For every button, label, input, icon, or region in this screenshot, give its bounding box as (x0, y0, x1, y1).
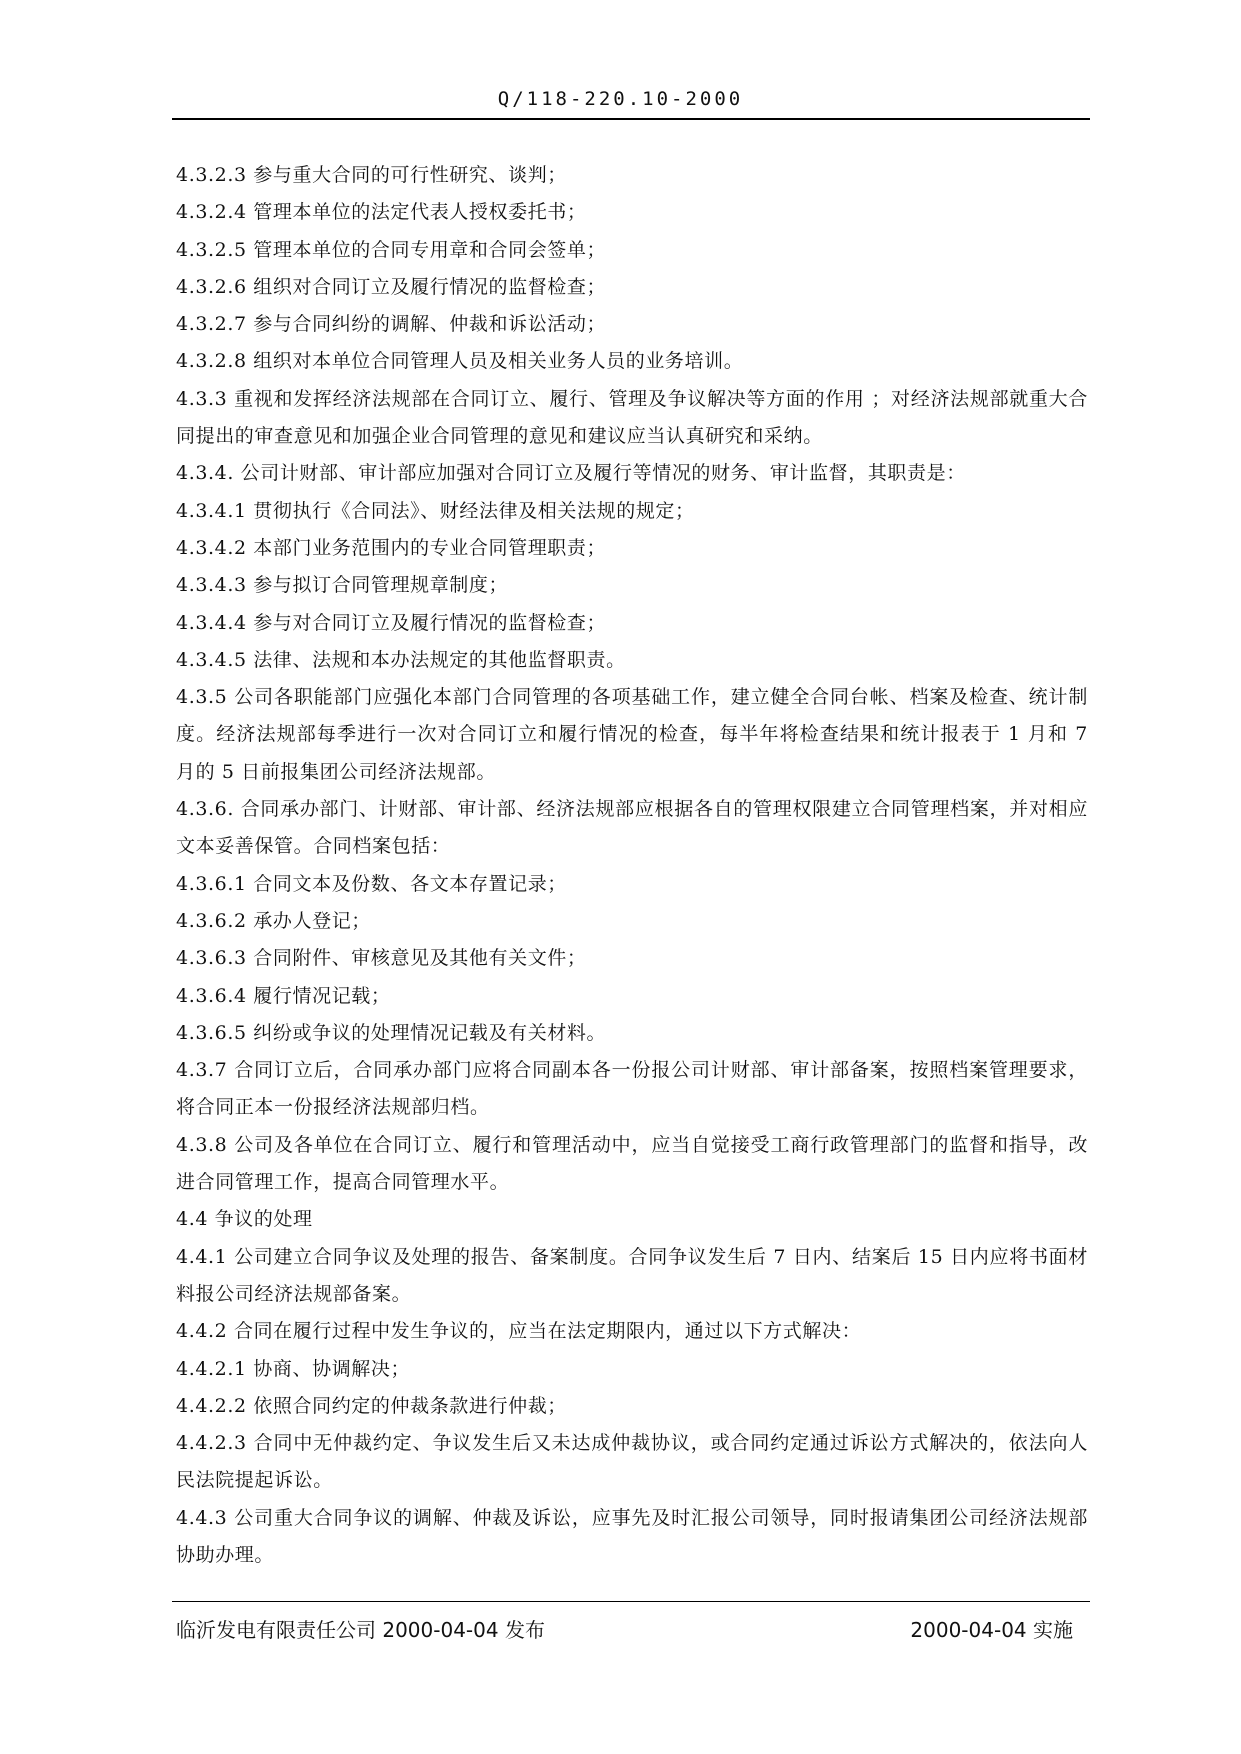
clause-4-4-2: 4.4.2 合同在履行过程中发生争议的，应当在法定期限内，通过以下方式解决： (176, 1320, 862, 1343)
clause-4-3-4: 4.3.4. 公司计财部、审计部应加强对合同订立及履行等情况的财务、审计监督，其职责是： (176, 462, 966, 485)
clause-4-3-4-5: 4.3.4.5 法律、法规和本办法规定的其他监督职责。 (176, 648, 626, 671)
document-code: Q/118-220.10-2000 (497, 88, 744, 110)
clause-4-3-6-1: 4.3.6.1 合同文本及份数、各文本存置记录； (176, 872, 567, 895)
clause-4-3-6-5: 4.3.6.5 纠纷或争议的处理情况记载及有关材料。 (176, 1021, 607, 1044)
clause-4-3-4-1: 4.3.4.1 贯彻执行《合同法》、财经法律及相关法规的规定； (176, 499, 695, 522)
clause-4-3-6-3: 4.3.6.3 合同附件、审核意见及其他有关文件； (176, 947, 587, 970)
clause-4-3-2-4: 4.3.2.4 管理本单位的法定代表人授权委托书； (176, 201, 587, 224)
section-heading-4-4: 4.4 争议的处理 (176, 1208, 313, 1231)
header-divider (172, 118, 1090, 120)
clause-4-3-2-8: 4.3.2.8 组织对本单位合同管理人员及相关业务人员的业务培训。 (176, 350, 744, 373)
clause-4-3-6: 4.3.6. 合同承办部门、计财部、审计部、经济法规部应根据各自的管理权限建立合同管理档案，并对相应文本妥善保管。合同档案包括： (176, 798, 1088, 858)
clause-4-3-8: 4.3.8 公司及各单位在合同订立、履行和管理活动中，应当自觉接受工商行政管理部门的监督和指导，改进合同管理工作，提高合同管理水平。 (176, 1133, 1088, 1194)
clause-4-3-2-6: 4.3.2.6 组织对合同订立及履行情况的监督检查； (176, 275, 607, 298)
footer-divider (172, 1601, 1090, 1602)
clause-4-4-2-2: 4.4.2.2 依照合同约定的仲裁条款进行仲裁； (176, 1394, 567, 1417)
clause-4-4-2-3: 4.4.2.3 合同中无仲裁约定、争议发生后又未达成仲裁协议，或合同约定通过诉讼方式解决的，依法向人民法院提起诉讼。 (176, 1432, 1088, 1492)
clause-4-3-2-3: 4.3.2.3 参与重大合同的可行性研究、谈判； (176, 164, 567, 186)
clause-4-3-5: 4.3.5 公司各职能部门应强化本部门合同管理的各项基础工作，建立健全合同台帐、档案及检查、统计制度。经济法规部每季进行一次对合同订立和履行情况的检查，每半年将检查结果和统计报表于 1 月和 7 月的 5 日前报集团公司经济法规部。 (176, 686, 1088, 783)
clause-4-3-6-4: 4.3.6.4 履行情况记载； (176, 984, 391, 1007)
clause-4-3-4-4: 4.3.4.4 参与对合同订立及履行情况的监督检查； (176, 611, 607, 634)
clause-4-3-4-2: 4.3.4.2 本部门业务范围内的专业合同管理职责； (176, 536, 607, 559)
document-body (176, 157, 1088, 1574)
clause-4-4-2-1: 4.4.2.1 协商、协调解决； (176, 1357, 411, 1380)
effective-date: 2000-04-04 实施 (910, 1618, 1073, 1642)
clause-4-4-3: 4.4.3 公司重大合同争议的调解、仲裁及诉讼，应事先及时汇报公司领导，同时报请集团公司经济法规部协助办理。 (176, 1506, 1088, 1566)
clause-4-3-4-3: 4.3.4.3 参与拟订合同管理规章制度； (176, 574, 509, 597)
clause-4-3-3: 4.3.3 重视和发挥经济法规部在合同订立、履行、管理及争议解决等方面的作用 ；对经济法规部就重大合同提出的审查意见和加强企业合同管理的意见和建议应当认真研究和采纳。 (176, 387, 1088, 448)
clause-4-3-2-7: 4.3.2.7 参与合同纠纷的调解、仲裁和诉讼活动； (176, 313, 607, 336)
issue-date: 临沂发电有限责任公司 2000-04-04 发布 (176, 1618, 545, 1642)
clause-4-3-6-2: 4.3.6.2 承办人登记； (176, 909, 371, 932)
clause-4-3-7: 4.3.7 合同订立后，合同承办部门应将合同副本各一份报公司计财部、审计部备案，按照档案管理要求，将合同正本一份报经济法规部归档。 (176, 1059, 1088, 1119)
clause-4-3-2-5: 4.3.2.5 管理本单位的合同专用章和合同会签单； (176, 238, 607, 261)
clause-4-4-1: 4.4.1 公司建立合同争议及处理的报告、备案制度。合同争议发生后 7 日内、结案后 15 日内应将书面材料报公司经济法规部备案。 (176, 1245, 1088, 1305)
